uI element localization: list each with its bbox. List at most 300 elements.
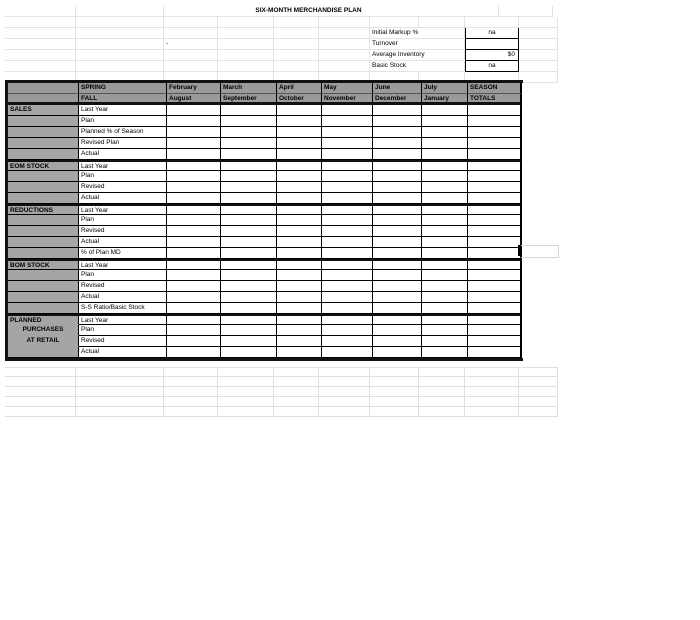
table-row bbox=[8, 171, 523, 182]
month-value-cell[interactable] bbox=[221, 127, 277, 138]
table-body bbox=[8, 105, 523, 358]
month-value-cell[interactable] bbox=[167, 182, 221, 193]
month-value-cell[interactable] bbox=[322, 127, 373, 138]
row-label: Planned % of Season bbox=[79, 127, 167, 138]
month-value-cell[interactable] bbox=[422, 193, 468, 204]
season-total-cell[interactable] bbox=[468, 116, 522, 127]
month-value-cell[interactable] bbox=[322, 182, 373, 193]
season-label-spring: SPRING bbox=[79, 83, 167, 94]
section-label-line: AT RETAIL bbox=[8, 336, 79, 347]
section-label-line: PURCHASES bbox=[8, 325, 79, 336]
month-value-cell[interactable] bbox=[221, 325, 277, 336]
month-value-cell[interactable] bbox=[422, 259, 468, 270]
month-value-cell[interactable] bbox=[422, 171, 468, 182]
grid-cell[interactable] bbox=[370, 367, 419, 377]
row-label: Revised bbox=[79, 281, 167, 292]
grid-cell[interactable] bbox=[419, 367, 465, 377]
month-value-cell[interactable] bbox=[277, 336, 322, 347]
table-row bbox=[8, 292, 523, 303]
grid-cell[interactable] bbox=[319, 397, 370, 407]
month-value-cell[interactable] bbox=[322, 248, 373, 259]
row-label: Last Year bbox=[79, 259, 167, 270]
grid-cell[interactable] bbox=[76, 387, 164, 397]
month-value-cell[interactable] bbox=[322, 336, 373, 347]
month-value-cell[interactable] bbox=[221, 270, 277, 281]
season-total-cell[interactable] bbox=[468, 149, 522, 160]
month-value-cell[interactable] bbox=[221, 116, 277, 127]
grid-cell[interactable] bbox=[218, 367, 274, 377]
bottom-grid bbox=[5, 367, 558, 417]
row-label: Plan bbox=[79, 116, 167, 127]
grid-cell[interactable] bbox=[319, 367, 370, 377]
grid-cell[interactable] bbox=[76, 6, 164, 17]
month-value-cell[interactable] bbox=[373, 259, 422, 270]
month-value-cell[interactable] bbox=[221, 336, 277, 347]
grid-cell[interactable] bbox=[465, 407, 519, 417]
summary-value-markup[interactable]: na bbox=[465, 28, 519, 39]
table-row bbox=[8, 303, 523, 314]
grid-cell[interactable] bbox=[519, 397, 558, 407]
month-value-cell[interactable] bbox=[373, 105, 422, 116]
month-value-cell[interactable] bbox=[422, 215, 468, 226]
table-row bbox=[8, 204, 523, 215]
grid-cell[interactable] bbox=[419, 407, 465, 417]
month-value-cell[interactable] bbox=[167, 160, 221, 171]
month-value-cell[interactable] bbox=[277, 193, 322, 204]
month-value-cell[interactable] bbox=[373, 193, 422, 204]
grid-cell[interactable] bbox=[274, 377, 319, 387]
month-value-cell[interactable] bbox=[373, 292, 422, 303]
season-total-cell[interactable] bbox=[468, 105, 522, 116]
grid-row bbox=[5, 387, 558, 397]
month-value-cell[interactable] bbox=[373, 215, 422, 226]
month-value-cell[interactable] bbox=[221, 347, 277, 358]
summary-value-avg-inventory[interactable]: $0 bbox=[465, 50, 519, 61]
totals-header: SEASON bbox=[468, 83, 522, 94]
table-row bbox=[8, 105, 523, 116]
month-value-cell[interactable] bbox=[322, 292, 373, 303]
section-label-cell bbox=[8, 292, 79, 303]
section-label: BOM STOCK bbox=[8, 259, 79, 270]
month-value-cell[interactable] bbox=[221, 281, 277, 292]
month-value-cell[interactable] bbox=[322, 325, 373, 336]
month-value-cell[interactable] bbox=[322, 270, 373, 281]
month-value-cell[interactable] bbox=[277, 325, 322, 336]
month-value-cell[interactable] bbox=[277, 138, 322, 149]
season-total-cell[interactable] bbox=[468, 281, 522, 292]
row-label: Last Year bbox=[79, 160, 167, 171]
month-value-cell[interactable] bbox=[167, 215, 221, 226]
grid-cell[interactable] bbox=[370, 407, 419, 417]
month-value-cell[interactable] bbox=[422, 204, 468, 215]
month-value-cell[interactable] bbox=[277, 160, 322, 171]
month-value-cell[interactable] bbox=[422, 248, 468, 259]
section-label-cell bbox=[8, 237, 79, 248]
month-header: March bbox=[221, 83, 277, 94]
month-value-cell[interactable] bbox=[422, 325, 468, 336]
month-value-cell[interactable] bbox=[373, 336, 422, 347]
month-value-cell[interactable] bbox=[373, 237, 422, 248]
month-value-cell[interactable] bbox=[373, 171, 422, 182]
month-value-cell[interactable] bbox=[167, 292, 221, 303]
season-total-cell[interactable] bbox=[468, 325, 522, 336]
month-value-cell[interactable] bbox=[167, 336, 221, 347]
month-value-cell[interactable] bbox=[221, 138, 277, 149]
season-total-cell[interactable] bbox=[468, 160, 522, 171]
grid-cell[interactable] bbox=[465, 387, 519, 397]
month-value-cell[interactable] bbox=[373, 325, 422, 336]
season-total-cell[interactable] bbox=[468, 270, 522, 281]
month-value-cell[interactable] bbox=[167, 149, 221, 160]
table-row bbox=[8, 138, 523, 149]
grid-cell[interactable] bbox=[453, 6, 499, 17]
summary-label-turnover: Turnover bbox=[370, 39, 465, 50]
table-row bbox=[8, 116, 523, 127]
month-value-cell[interactable] bbox=[167, 226, 221, 237]
month-value-cell[interactable] bbox=[322, 160, 373, 171]
grid-cell[interactable] bbox=[319, 377, 370, 387]
grid-cell[interactable] bbox=[164, 377, 218, 387]
season-total-cell[interactable] bbox=[468, 182, 522, 193]
grid-cell[interactable] bbox=[319, 387, 370, 397]
month-value-cell[interactable] bbox=[422, 149, 468, 160]
month-value-cell[interactable] bbox=[221, 248, 277, 259]
grid-cell[interactable] bbox=[5, 6, 76, 17]
table-row bbox=[8, 193, 523, 204]
grid-cell[interactable] bbox=[499, 6, 553, 17]
month-value-cell[interactable] bbox=[322, 314, 373, 325]
grid-cell[interactable] bbox=[164, 367, 218, 377]
row-label: Last Year bbox=[79, 314, 167, 325]
table-row bbox=[8, 270, 523, 281]
grid-cell[interactable] bbox=[218, 377, 274, 387]
month-value-cell[interactable] bbox=[277, 116, 322, 127]
month-value-cell[interactable] bbox=[422, 292, 468, 303]
month-value-cell[interactable] bbox=[422, 182, 468, 193]
month-header: July bbox=[422, 83, 468, 94]
grid-cell[interactable] bbox=[218, 407, 274, 417]
table-row bbox=[8, 259, 523, 270]
summary-value-basic-stock[interactable]: na bbox=[465, 61, 519, 72]
month-value-cell[interactable] bbox=[221, 259, 277, 270]
month-value-cell[interactable] bbox=[277, 215, 322, 226]
section-label-cell bbox=[8, 182, 79, 193]
month-value-cell[interactable] bbox=[277, 248, 322, 259]
row-label: S-S Ratio/Basic Stock bbox=[79, 303, 167, 314]
month-value-cell[interactable] bbox=[373, 314, 422, 325]
month-value-cell[interactable] bbox=[221, 303, 277, 314]
grid-cell[interactable] bbox=[218, 397, 274, 407]
month-value-cell[interactable] bbox=[277, 127, 322, 138]
month-value-cell[interactable] bbox=[221, 149, 277, 160]
table-row bbox=[8, 248, 523, 259]
grid-cell[interactable] bbox=[274, 367, 319, 377]
month-value-cell[interactable] bbox=[422, 303, 468, 314]
month-value-cell[interactable] bbox=[322, 105, 373, 116]
month-value-cell[interactable] bbox=[373, 127, 422, 138]
grid-cell[interactable] bbox=[370, 387, 419, 397]
month-value-cell[interactable] bbox=[167, 171, 221, 182]
month-value-cell[interactable] bbox=[277, 347, 322, 358]
season-total-cell[interactable] bbox=[468, 347, 522, 358]
month-value-cell[interactable] bbox=[277, 182, 322, 193]
grid-row bbox=[5, 407, 558, 417]
month-value-cell[interactable] bbox=[322, 259, 373, 270]
row-label: Plan bbox=[79, 270, 167, 281]
table-row bbox=[8, 160, 523, 171]
grid-cell[interactable] bbox=[274, 407, 319, 417]
season-total-cell[interactable] bbox=[468, 204, 522, 215]
month-value-cell[interactable] bbox=[373, 248, 422, 259]
section-label-cell bbox=[8, 149, 79, 160]
page-title: SIX-MONTH MERCHANDISE PLAN bbox=[164, 6, 453, 17]
month-value-cell[interactable] bbox=[422, 116, 468, 127]
month-value-cell[interactable] bbox=[373, 303, 422, 314]
table-row bbox=[8, 314, 523, 325]
section-label-cell bbox=[8, 270, 79, 281]
top-grid bbox=[5, 6, 558, 83]
grid-cell[interactable] bbox=[5, 367, 76, 377]
section-label-line: PLANNED bbox=[8, 314, 79, 325]
month-value-cell[interactable] bbox=[221, 226, 277, 237]
grid-row bbox=[5, 397, 558, 407]
month-value-cell[interactable] bbox=[277, 204, 322, 215]
header-row-fall bbox=[8, 94, 523, 105]
season-total-cell[interactable] bbox=[468, 292, 522, 303]
month-value-cell[interactable] bbox=[221, 215, 277, 226]
grid-cell[interactable] bbox=[5, 397, 76, 407]
row-label: Actual bbox=[79, 149, 167, 160]
month-header: October bbox=[277, 94, 322, 105]
grid-cell[interactable] bbox=[419, 397, 465, 407]
grid-cell[interactable] bbox=[319, 407, 370, 417]
grid-cell[interactable] bbox=[274, 387, 319, 397]
month-value-cell[interactable] bbox=[277, 270, 322, 281]
grid-cell[interactable] bbox=[519, 387, 558, 397]
month-header: September bbox=[221, 94, 277, 105]
month-header: June bbox=[373, 83, 422, 94]
month-value-cell[interactable] bbox=[322, 171, 373, 182]
season-total-cell[interactable] bbox=[468, 303, 522, 314]
month-value-cell[interactable] bbox=[422, 226, 468, 237]
month-value-cell[interactable] bbox=[322, 237, 373, 248]
season-total-cell[interactable] bbox=[468, 215, 522, 226]
month-value-cell[interactable] bbox=[422, 160, 468, 171]
season-total-cell[interactable] bbox=[468, 314, 522, 325]
summary-value-turnover[interactable] bbox=[465, 39, 519, 50]
grid-cell[interactable] bbox=[465, 397, 519, 407]
section-label-cell bbox=[8, 248, 79, 259]
grid-cell[interactable] bbox=[419, 387, 465, 397]
grid-cell[interactable] bbox=[76, 367, 164, 377]
month-value-cell[interactable] bbox=[221, 292, 277, 303]
month-value-cell[interactable] bbox=[322, 215, 373, 226]
month-value-cell[interactable] bbox=[167, 193, 221, 204]
month-value-cell[interactable] bbox=[277, 171, 322, 182]
month-value-cell[interactable] bbox=[277, 237, 322, 248]
month-value-cell[interactable] bbox=[167, 204, 221, 215]
month-value-cell[interactable] bbox=[277, 314, 322, 325]
row-label: Plan bbox=[79, 171, 167, 182]
month-value-cell[interactable] bbox=[373, 182, 422, 193]
month-value-cell[interactable] bbox=[422, 270, 468, 281]
table-row bbox=[8, 347, 523, 358]
row-label: Plan bbox=[79, 325, 167, 336]
month-value-cell[interactable] bbox=[167, 325, 221, 336]
season-total-cell[interactable] bbox=[468, 226, 522, 237]
month-value-cell[interactable] bbox=[322, 303, 373, 314]
month-value-cell[interactable] bbox=[373, 160, 422, 171]
month-value-cell[interactable] bbox=[422, 127, 468, 138]
extra-column-cells bbox=[521, 245, 559, 258]
month-value-cell[interactable] bbox=[277, 259, 322, 270]
month-value-cell[interactable] bbox=[221, 314, 277, 325]
month-value-cell[interactable] bbox=[167, 116, 221, 127]
month-value-cell[interactable] bbox=[221, 193, 277, 204]
grid-row bbox=[5, 377, 558, 387]
month-value-cell[interactable] bbox=[221, 105, 277, 116]
row-label: Last Year bbox=[79, 105, 167, 116]
section-label-cell bbox=[8, 127, 79, 138]
row-label: Actual bbox=[79, 193, 167, 204]
month-value-cell[interactable] bbox=[221, 204, 277, 215]
month-header: December bbox=[373, 94, 422, 105]
grid-cell[interactable] bbox=[519, 377, 558, 387]
section-label: REDUCTIONS bbox=[8, 204, 79, 215]
table-row bbox=[8, 149, 523, 160]
month-value-cell[interactable] bbox=[422, 347, 468, 358]
month-value-cell[interactable] bbox=[322, 193, 373, 204]
month-value-cell[interactable] bbox=[373, 149, 422, 160]
month-value-cell[interactable] bbox=[167, 248, 221, 259]
section-label-cell bbox=[8, 193, 79, 204]
month-value-cell[interactable] bbox=[322, 149, 373, 160]
month-value-cell[interactable] bbox=[322, 347, 373, 358]
grid-cell[interactable] bbox=[519, 407, 558, 417]
season-total-cell[interactable] bbox=[468, 259, 522, 270]
section-label-cell bbox=[8, 215, 79, 226]
month-value-cell[interactable] bbox=[373, 204, 422, 215]
row-label: Actual bbox=[79, 347, 167, 358]
season-total-cell[interactable] bbox=[468, 138, 522, 149]
season-label-fall: FALL bbox=[79, 94, 167, 105]
section-label-cell bbox=[8, 138, 79, 149]
grid-cell[interactable] bbox=[419, 377, 465, 387]
month-value-cell[interactable] bbox=[221, 171, 277, 182]
grid-cell[interactable] bbox=[76, 407, 164, 417]
row-label: % of Plan MD bbox=[79, 248, 167, 259]
summary-label-markup: Initial Markup % bbox=[370, 28, 465, 39]
grid-cell[interactable] bbox=[370, 377, 419, 387]
grid-cell[interactable] bbox=[164, 387, 218, 397]
grid-cell[interactable] bbox=[5, 377, 76, 387]
grid-cell[interactable] bbox=[519, 367, 558, 377]
table-row bbox=[8, 325, 523, 336]
table-row bbox=[8, 127, 523, 138]
month-value-cell[interactable] bbox=[373, 138, 422, 149]
season-total-cell[interactable] bbox=[468, 237, 522, 248]
month-header: August bbox=[167, 94, 221, 105]
month-value-cell[interactable] bbox=[322, 281, 373, 292]
month-value-cell[interactable] bbox=[422, 105, 468, 116]
table-row bbox=[8, 336, 523, 347]
month-value-cell[interactable] bbox=[422, 314, 468, 325]
month-value-cell[interactable] bbox=[167, 314, 221, 325]
month-value-cell[interactable] bbox=[277, 226, 322, 237]
grid-cell[interactable] bbox=[465, 377, 519, 387]
grid-cell[interactable] bbox=[164, 397, 218, 407]
row-label: Actual bbox=[79, 292, 167, 303]
month-value-cell[interactable] bbox=[322, 138, 373, 149]
summary-label-basic-stock: Basic Stock bbox=[370, 61, 465, 72]
grid-cell[interactable] bbox=[76, 397, 164, 407]
month-value-cell[interactable] bbox=[373, 347, 422, 358]
season-total-cell[interactable] bbox=[468, 127, 522, 138]
month-value-cell[interactable] bbox=[277, 149, 322, 160]
month-value-cell[interactable] bbox=[277, 303, 322, 314]
month-value-cell[interactable] bbox=[422, 237, 468, 248]
month-value-cell[interactable] bbox=[221, 182, 277, 193]
grid-cell[interactable] bbox=[218, 387, 274, 397]
month-value-cell[interactable] bbox=[167, 259, 221, 270]
grid-cell[interactable] bbox=[5, 407, 76, 417]
month-value-cell[interactable] bbox=[167, 347, 221, 358]
month-value-cell[interactable] bbox=[322, 116, 373, 127]
month-header: January bbox=[422, 94, 468, 105]
month-value-cell[interactable] bbox=[277, 292, 322, 303]
month-value-cell[interactable] bbox=[167, 281, 221, 292]
season-total-cell[interactable] bbox=[468, 248, 522, 259]
row-label: Actual bbox=[79, 237, 167, 248]
season-total-cell[interactable] bbox=[468, 193, 522, 204]
month-value-cell[interactable] bbox=[167, 270, 221, 281]
grid-cell[interactable] bbox=[76, 377, 164, 387]
grid-cell[interactable] bbox=[274, 397, 319, 407]
season-total-cell[interactable] bbox=[468, 336, 522, 347]
section-label: SALES bbox=[8, 105, 79, 116]
month-value-cell[interactable] bbox=[221, 160, 277, 171]
month-value-cell[interactable] bbox=[167, 127, 221, 138]
month-value-cell[interactable] bbox=[277, 281, 322, 292]
month-value-cell[interactable] bbox=[373, 116, 422, 127]
grid-cell[interactable] bbox=[5, 387, 76, 397]
month-value-cell[interactable] bbox=[373, 281, 422, 292]
grid-cell[interactable] bbox=[465, 367, 519, 377]
month-value-cell[interactable] bbox=[167, 303, 221, 314]
grid-cell[interactable] bbox=[370, 397, 419, 407]
season-total-cell[interactable] bbox=[468, 171, 522, 182]
month-header: May bbox=[322, 83, 373, 94]
month-value-cell[interactable] bbox=[167, 138, 221, 149]
month-value-cell[interactable] bbox=[422, 281, 468, 292]
month-value-cell[interactable] bbox=[322, 226, 373, 237]
month-value-cell[interactable] bbox=[167, 105, 221, 116]
month-header: April bbox=[277, 83, 322, 94]
month-value-cell[interactable] bbox=[322, 204, 373, 215]
month-value-cell[interactable] bbox=[422, 138, 468, 149]
grid-cell[interactable] bbox=[164, 407, 218, 417]
month-value-cell[interactable] bbox=[373, 270, 422, 281]
header-row-spring bbox=[8, 83, 523, 94]
month-value-cell[interactable] bbox=[277, 105, 322, 116]
table-row bbox=[8, 226, 523, 237]
month-value-cell[interactable] bbox=[373, 226, 422, 237]
month-value-cell[interactable] bbox=[422, 336, 468, 347]
summary-label-avg-inventory: Average Inventory bbox=[370, 50, 465, 61]
month-value-cell[interactable] bbox=[167, 237, 221, 248]
dash-mark: - bbox=[164, 39, 218, 50]
month-value-cell[interactable] bbox=[221, 237, 277, 248]
